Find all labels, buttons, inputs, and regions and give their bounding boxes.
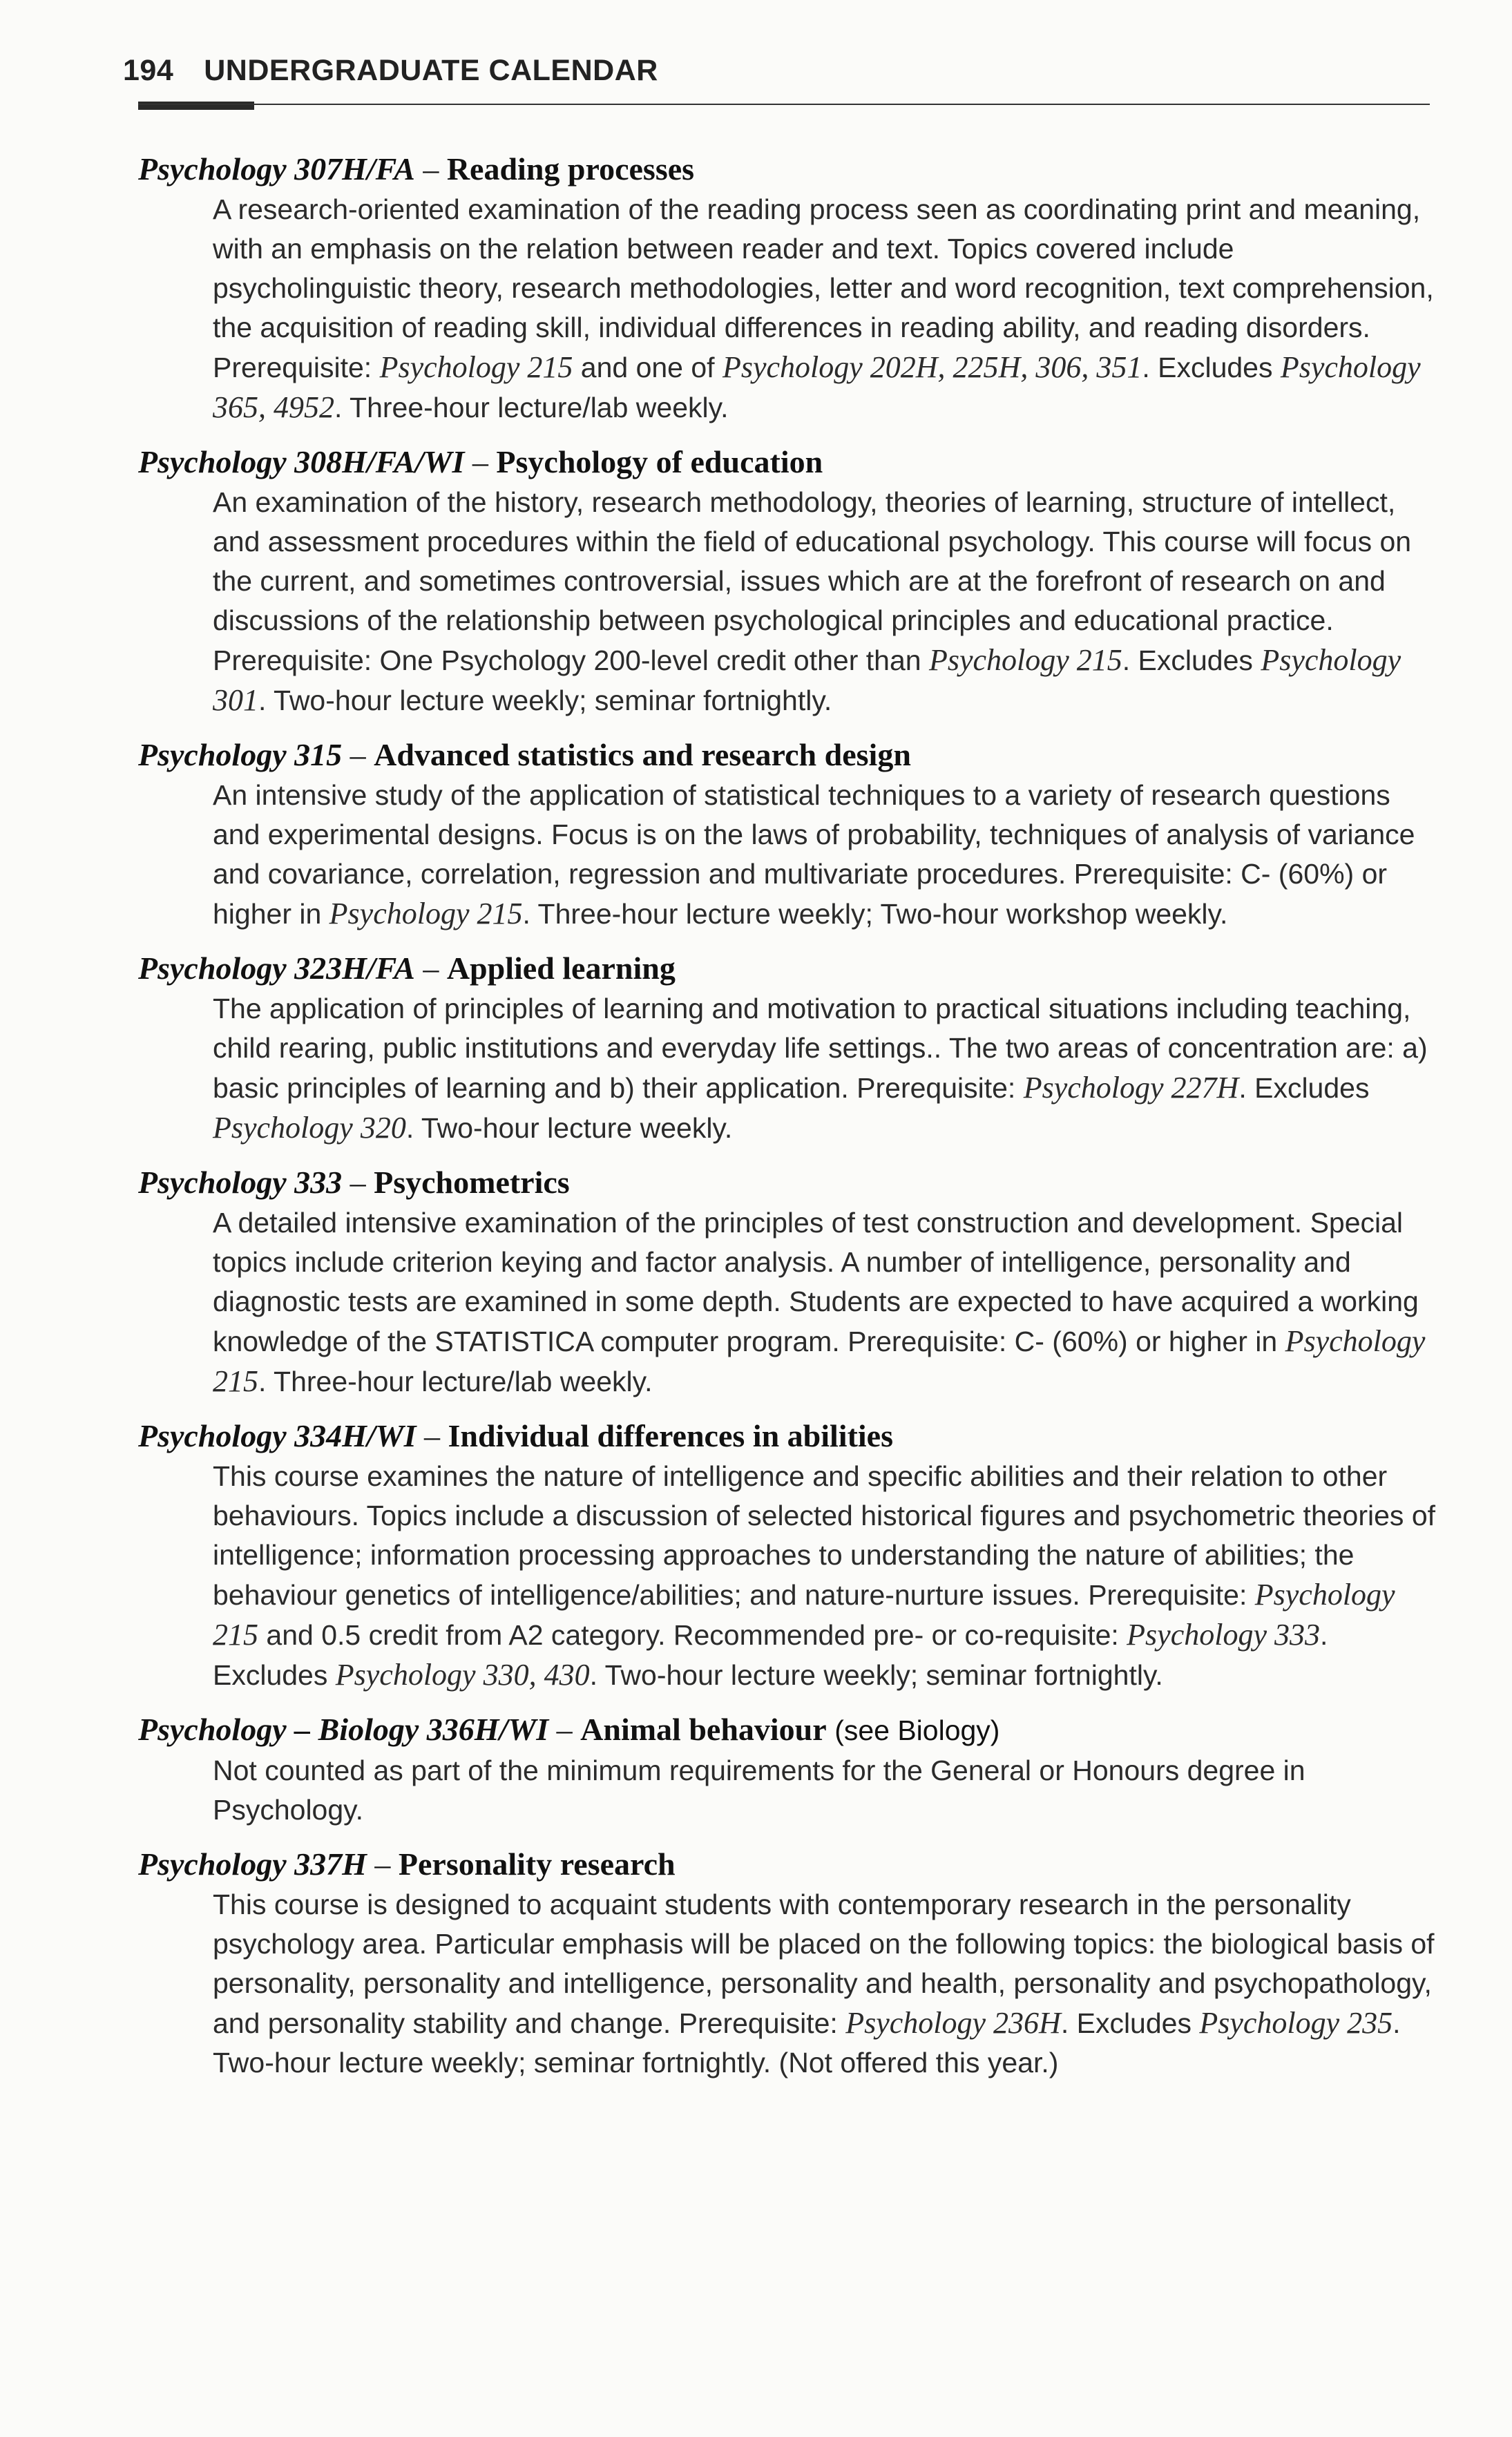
course-reference: Psychology 301 bbox=[213, 643, 1401, 717]
course-description bbox=[213, 1885, 1437, 2083]
description-text: . Two-hour lecture weekly; seminar fortnightly. bbox=[589, 1659, 1163, 1691]
course-code: Psychology 307H/FA bbox=[138, 151, 415, 187]
cross-reference: (see Biology) bbox=[834, 1714, 1000, 1746]
description-text: . Three-hour lecture/lab weekly. bbox=[334, 392, 729, 423]
course-entry bbox=[138, 1709, 1437, 1830]
course-title bbox=[138, 734, 1437, 776]
course-entry bbox=[138, 441, 1437, 720]
course-name: Psychometrics bbox=[374, 1165, 570, 1200]
course-entry bbox=[138, 734, 1437, 934]
course-name: Advanced statistics and research design bbox=[374, 737, 911, 772]
description-text: . Two-hour lecture weekly; seminar fortnightly. (Not offered this year.) bbox=[213, 2007, 1401, 2078]
course-name: Individual differences in abilities bbox=[448, 1418, 894, 1453]
course-title bbox=[138, 1709, 1437, 1751]
course-entry bbox=[138, 1844, 1437, 2083]
description-text: An examination of the history, research methodology, theories of learning, structure of intellect, and assessment procedures within the field of educational psychology. This course will focus on the current, and sometimes controversial, issues which are at the forefront of research on and discussions of the relationship between psychological principles and educational practice. Prerequisite: One Psychology 200-level credit other than bbox=[213, 486, 1412, 676]
header-rule-thick bbox=[138, 102, 254, 110]
course-reference: Psychology 235 bbox=[1199, 2006, 1393, 2040]
description-text: This course examines the nature of intelligence and specific abilities and their relation to other behaviours. Topics include a discussion of selected historical figures and psychometric theories of intelligence; information processing approaches to understanding the nature of abilities; the behaviour genetics of intelligence/abilities; and nature-nurture issues. Prerequisite: bbox=[213, 1460, 1436, 1611]
course-description bbox=[213, 776, 1437, 934]
course-description bbox=[213, 1203, 1437, 1402]
description-text: Not counted as part of the minimum requirements for the General or Honours degree in Psychology. bbox=[213, 1755, 1305, 1826]
title-separator: – bbox=[414, 950, 447, 986]
page-number: 194 bbox=[123, 54, 174, 87]
title-separator: – bbox=[548, 1712, 581, 1747]
course-code: Psychology 333 bbox=[138, 1165, 343, 1200]
course-name: Applied learning bbox=[446, 950, 676, 986]
course-description bbox=[213, 1457, 1437, 1695]
course-entry bbox=[138, 1162, 1437, 1402]
description-text: . Two-hour lecture weekly; seminar fortnightly. bbox=[258, 685, 832, 716]
course-code: Psychology 308H/FA/WI bbox=[138, 444, 465, 479]
course-reference: Psychology 202H, 225H, 306, 351 bbox=[722, 350, 1142, 384]
description-text: An intensive study of the application of statistical techniques to a variety of research questions and experimental designs. Focus is on the laws of probability, techniques of analysis of variance and covariance, correlation, regression and multivariate procedures. Prerequisite: C- (60%) or higher in bbox=[213, 779, 1415, 930]
description-text: . Three-hour lecture weekly; Two-hour workshop weekly. bbox=[522, 898, 1228, 930]
course-title bbox=[138, 1415, 1437, 1457]
course-reference: Psychology 365, 4952 bbox=[213, 350, 1421, 424]
course-reference: Psychology 333 bbox=[1127, 1618, 1320, 1652]
title-separator: – bbox=[342, 1165, 374, 1200]
course-entry bbox=[138, 948, 1437, 1148]
title-separator: – bbox=[366, 1846, 399, 1882]
description-text: and 0.5 credit from A2 category. Recommended pre- or co-requisite: bbox=[258, 1619, 1127, 1651]
course-reference: Psychology 320 bbox=[213, 1111, 406, 1145]
course-entry bbox=[138, 149, 1437, 428]
title-separator: – bbox=[342, 737, 374, 772]
course-code: Psychology 334H/WI bbox=[138, 1418, 417, 1453]
course-title bbox=[138, 149, 1437, 190]
course-code: Psychology 323H/FA bbox=[138, 950, 415, 986]
course-description bbox=[213, 190, 1437, 428]
course-description bbox=[213, 483, 1437, 720]
description-text: . Two-hour lecture weekly. bbox=[405, 1112, 733, 1144]
course-description bbox=[213, 1751, 1437, 1830]
description-text: . Excludes bbox=[213, 1619, 1328, 1691]
description-text: and one of bbox=[573, 352, 722, 383]
description-text: This course is designed to acquaint students with contemporary research in the personality psychology area. Particular emphasis will be placed on the following topics: the biological basis of personality, personality and intelligence, personality and health, personality and psychopathology, and personality stability and change. Prerequisite: bbox=[213, 1889, 1435, 2039]
course-reference: Psychology 215 bbox=[928, 643, 1122, 677]
header-rule bbox=[138, 104, 1430, 105]
course-reference: Psychology 215 bbox=[213, 1578, 1395, 1652]
description-text: . Excludes bbox=[1060, 2007, 1200, 2039]
course-title bbox=[138, 1844, 1437, 1885]
course-reference: Psychology 330, 430 bbox=[335, 1658, 590, 1692]
course-entry bbox=[138, 1415, 1437, 1695]
page-title: UNDERGRADUATE CALENDAR bbox=[204, 54, 658, 87]
course-reference: Psychology 215 bbox=[213, 1324, 1426, 1398]
course-code: Psychology 337H bbox=[138, 1846, 367, 1882]
course-title bbox=[138, 948, 1437, 989]
course-description bbox=[213, 989, 1437, 1148]
course-code: Psychology – Biology 336H/WI bbox=[138, 1712, 549, 1747]
description-text: . Excludes bbox=[1238, 1072, 1370, 1104]
page-header bbox=[123, 54, 1435, 88]
course-name: Reading processes bbox=[446, 151, 695, 187]
course-name: Personality research bbox=[398, 1846, 676, 1882]
description-text: The application of principles of learning and motivation to practical situations including teaching, child rearing, public institutions and everyday life settings.. The two areas of concentration are: a) basic principles of learning and b) their application. Prerequisite: bbox=[213, 993, 1428, 1104]
title-separator: – bbox=[464, 444, 497, 479]
course-list bbox=[138, 149, 1437, 2096]
course-code: Psychology 315 bbox=[138, 737, 343, 772]
title-separator: – bbox=[414, 151, 447, 187]
description-text: . Excludes bbox=[1142, 352, 1281, 383]
course-reference: Psychology 236H bbox=[845, 2006, 1061, 2040]
description-text: . Excludes bbox=[1122, 644, 1261, 676]
course-title bbox=[138, 441, 1437, 483]
description-text: . Three-hour lecture/lab weekly. bbox=[258, 1366, 653, 1397]
course-title bbox=[138, 1162, 1437, 1203]
course-reference: Psychology 227H bbox=[1023, 1071, 1239, 1105]
course-name: Psychology of education bbox=[496, 444, 823, 479]
description-text: A detailed intensive examination of the principles of test construction and development. Special topics include criterion keying and factor analysis. A number of intelligence, personality and diagnostic tests are examined in some depth. Students are expected to have acquired a working knowledge of the STATISTICA computer program. Prerequisite: C- (60%) or higher in bbox=[213, 1207, 1419, 1357]
title-separator: – bbox=[416, 1418, 448, 1453]
course-reference: Psychology 215 bbox=[329, 897, 523, 930]
course-name: Animal behaviour bbox=[580, 1712, 827, 1747]
description-text: A research-oriented examination of the reading process seen as coordinating print and meaning, with an emphasis on the relation between reader and text. Topics covered include psycholinguistic theory, research methodologies, letter and word recognition, text comprehension, the acquisition of reading skill, individual differences in reading ability, and reading disorders. Prerequisite: bbox=[213, 193, 1434, 383]
course-reference: Psychology 215 bbox=[379, 350, 573, 384]
